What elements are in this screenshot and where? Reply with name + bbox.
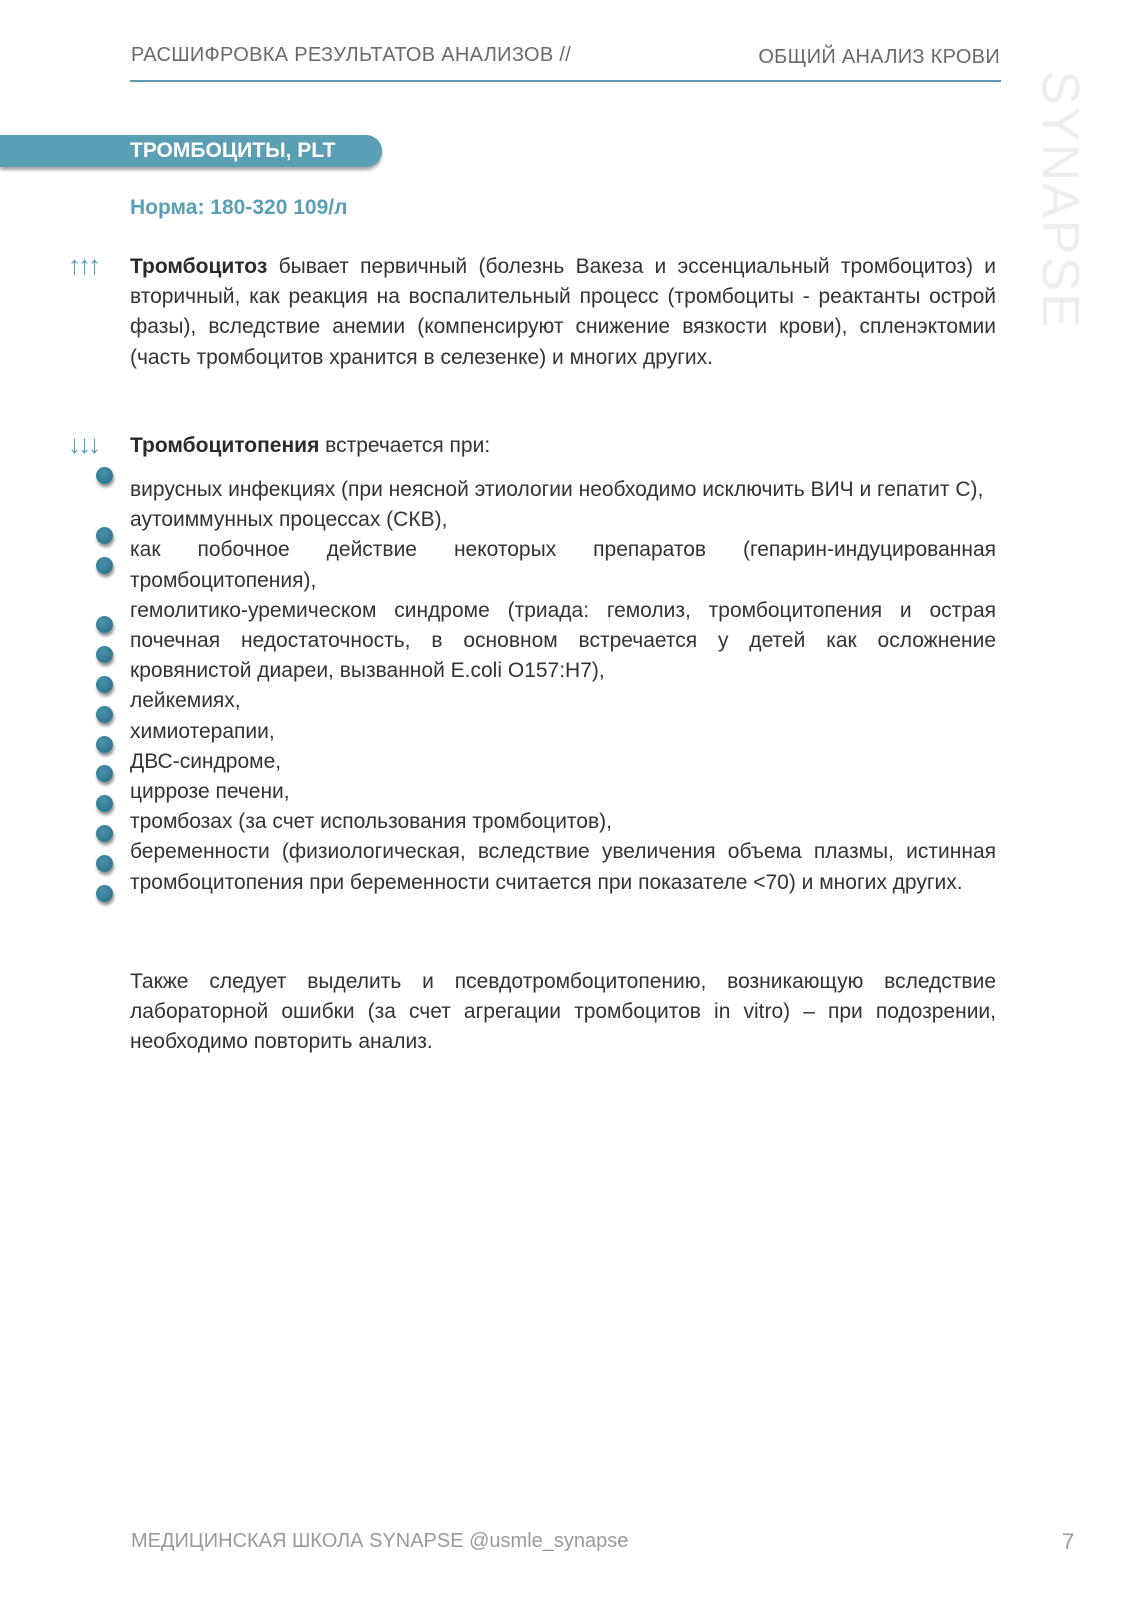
list-item: аутоиммунных процессах (СКВ),: [130, 508, 448, 532]
thrombocytopenia-text: встречается при:: [319, 434, 491, 457]
list-item: ДВС-синдроме,: [130, 749, 282, 773]
arrow-down-icon: ↓↓↓: [68, 429, 98, 459]
bullet-icon: [96, 616, 113, 633]
norm-value: Норма: 180-320 109/л: [130, 196, 348, 219]
list-item: циррозе печени,: [130, 780, 290, 804]
bullet-icon: [96, 855, 113, 872]
footer-school: МЕДИЦИНСКАЯ ШКОЛА SYNAPSE @usmle_synapse: [131, 1530, 629, 1552]
list-item: гемолитико-уремическом синдроме (триада: гемолиз, тромбоцитопения и острая почечная недостаточность, в основном встречается у детей как осложнение кровянистой диареи, вызванной E.coli O157:H7),: [130, 598, 996, 683]
bullet-icon: [96, 527, 113, 544]
bullet-icon: [96, 557, 113, 574]
arrow-up-icon: ↑↑↑: [68, 250, 98, 280]
thrombocytosis-text: бывает первичный (болезнь Вакеза и эссенциальный тромбоцитоз) и вторичный, как реакция на воспалительный процесс (тромбоциты - реактанты острой фазы), вследствие анемии (компенсируют снижение вязкости крови), спленэктомии (часть тромбоцитов хранится в селезенке) и многих других.: [130, 255, 996, 369]
page-number: 7: [1062, 1529, 1075, 1554]
thrombocytopenia-intro: [130, 431, 996, 461]
thrombocytosis-paragraph: [130, 252, 996, 373]
header-divider: [130, 80, 1001, 82]
term-thrombocytosis: Тромбоцитоз: [130, 255, 268, 278]
bullet-icon: [96, 467, 113, 484]
list-item: тромбозах (за счет использования тромбоцитов),: [130, 810, 612, 834]
bullet-icon: [96, 706, 113, 723]
bullet-icon: [96, 825, 113, 842]
bullet-icon: [96, 676, 113, 693]
list-item: лейкемиях,: [130, 689, 241, 713]
header-section: ОБЩИЙ АНАЛИЗ КРОВИ: [758, 46, 1000, 68]
term-thrombocytopenia: Тромбоцитопения: [130, 434, 320, 457]
bullet-icon: [96, 646, 113, 663]
bullet-icon: [96, 795, 113, 812]
list-item: химиотерапии,: [130, 719, 275, 743]
list-item: вирусных инфекциях (при неясной этиологии необходимо исключить ВИЧ и гепатит С),: [130, 478, 984, 501]
section-title: ТРОМБОЦИТЫ, PLT: [130, 139, 336, 162]
thrombocytopenia-causes-list: [130, 475, 996, 898]
header-title: РАСШИФРОВКА РЕЗУЛЬТАТОВ АНАЛИЗОВ //: [131, 44, 572, 66]
pseudothrombocytopenia-note: Также следует выделить и псевдотромбоцитопению, возникающую вследствие лабораторной ошибки (за счет агрегации тромбоцитов in vitro) – при подозрении, необходимо повторить анализ.: [130, 970, 996, 1054]
bullet-icon: [96, 765, 113, 782]
bullet-icon: [96, 736, 113, 753]
list-item: беременности (физиологическая, вследствие увеличения объема плазмы, истинная тромбоцитопения при беременности считается при показателе <70) и многих других.: [130, 840, 996, 894]
bullet-icon: [96, 885, 113, 902]
watermark: [1030, 70, 1090, 330]
list-item: как побочное действие некоторых препаратов (гепарин-индуцированная тромбоцитопения),: [130, 538, 996, 592]
watermark-text: SYNAPSE: [1031, 70, 1089, 330]
